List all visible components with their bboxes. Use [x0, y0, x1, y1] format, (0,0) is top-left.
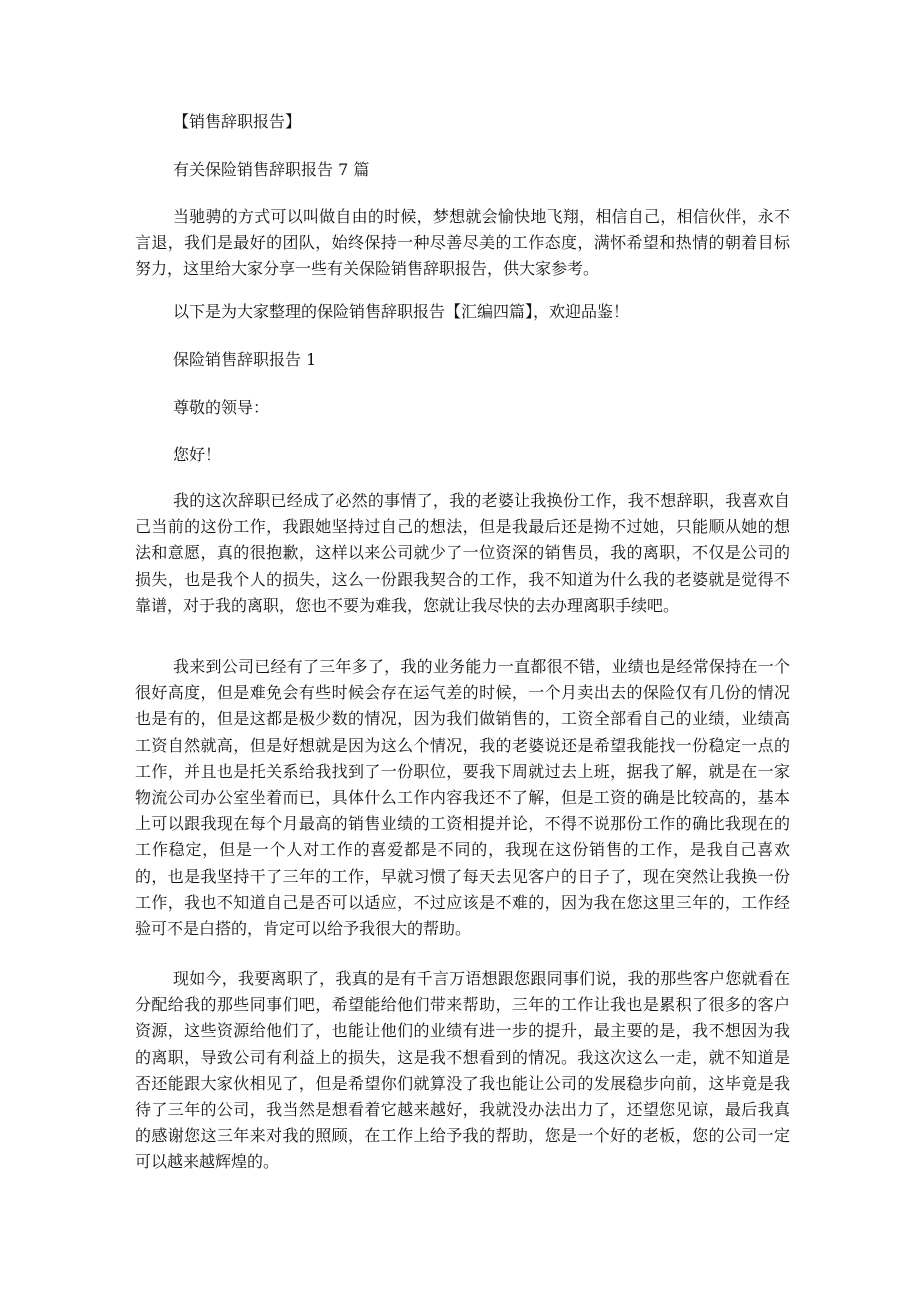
salutation: 尊敬的领导： — [173, 398, 270, 417]
document-subtitle: 有关保险销售辞职报告 7 篇 — [173, 160, 370, 179]
report-title: 保险销售辞职报告 1 — [173, 350, 317, 369]
document-heading: 【销售辞职报告】 — [173, 112, 302, 131]
body-paragraph-1: 我的这次辞职已经成了必然的事情了，我的老婆让我换份工作，我不想辞职，我喜欢自己当前的这份工作，我跟她坚持过自己的想法，但是我最后还是拗不过她，只能顺从她的想法和意愿，真的很抱歉，这样以来公司就少了一位资深的销售员，我的离职，不仅是公司的损失，也是我个人的损失，这么一份跟我契合的工作，我不知道为什么我的老婆就是觉得不靠谱，对于我的离职，您也不要为难我，您就让我尽快的去办理离职手续吧。 — [135, 491, 790, 615]
intro-paragraph: 当驰骋的方式可以叫做自由的时候，梦想就会愉快地飞翔，相信自己，相信伙伴，永不言退，我们是最好的团队，始终保持一种尽善尽美的工作态度，满怀希望和热情的朝着目标努力，这里给大家分享一些有关保险销售辞职报告，供大家参考。 — [135, 207, 790, 279]
greeting: 您好！ — [173, 445, 222, 464]
compile-note: 以下是为大家整理的保险销售辞职报告【汇编四篇】，欢迎品鉴！ — [173, 302, 630, 321]
body-paragraph-2: 我来到公司已经有了三年多了，我的业务能力一直都很不错，业绩也是经常保持在一个很好高度，但是难免会有些时候会存在运气差的时候，一个月卖出去的保险仅有几份的情况也是有的，但是这都是极少数的情况，因为我们做销售的，工资全部看自己的业绩，业绩高工资自然就高，但是好想就是因为这么个情况，我的老婆说还是希望我能找一份稳定一点的工作，并且也是托关系给我找到了一份职位，要我下周就过去上班，据我了解，就是在一家物流公司办公室坐着而已，具体什么工作内容我还不了解，但是工资的确是比较高的，基本上可以跟我现在每个月最高的销售业绩的工资相提并论，不得不说那份工作的确比我现在的工作稳定，但是一个人对工作的喜爱都是不同的，我现在这份销售的工作，是我自己喜欢的，也是我坚持干了三年的工作，早就习惯了每天去见客户的日子了，现在突然让我换一份工作，我也不知道自己是否可以适应，不过应该是不难的，因为我在您这里三年的，工作经验可不是白搭的，肯定可以给予我很大的帮助。 — [135, 657, 790, 939]
body-paragraph-3: 现如今，我要离职了，我真的是有千言万语想跟您跟同事们说，我的那些客户您就看在分配给我的那些同事们吧，希望能给他们带来帮助，三年的工作让我也是累积了很多的客户资源，这些资源给他们了，也能让他们的业绩有进一步的提升，最主要的是，我不想因为我的离职，导致公司有利益上的损失，这是我不想看到的情况。我这次这么一走，就不知道是否还能跟大家伙相见了，但是希望你们就算没了我也能让公司的发展稳步向前，这毕竟是我待了三年的公司，我当然是想看着它越来越好，我就没办法出力了，还望您见谅，最后我真的感谢您这三年来对我的照顾，在工作上给予我的帮助，您是一个好的老板，您的公司一定可以越来越辉煌的。 — [135, 969, 790, 1172]
